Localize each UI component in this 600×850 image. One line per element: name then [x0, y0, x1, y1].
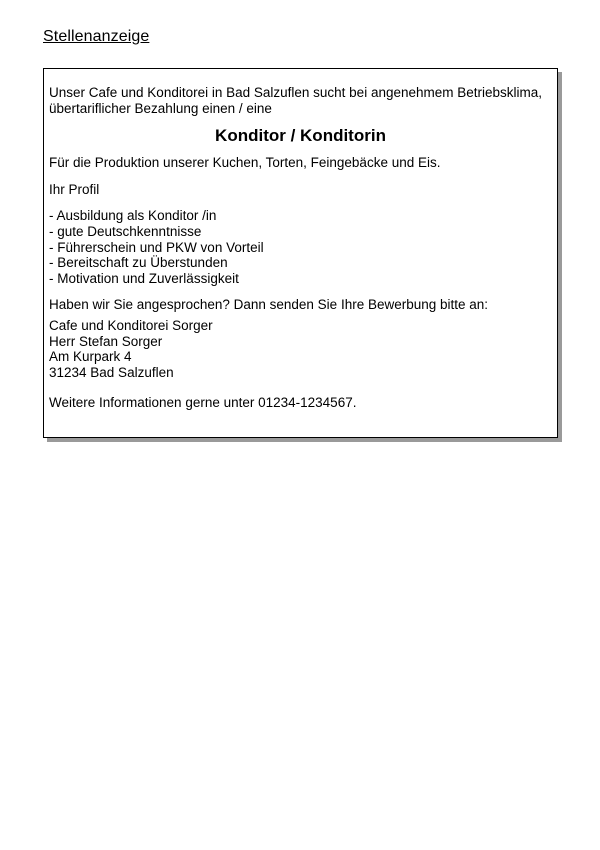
profile-item: - Ausbildung als Konditor /in [49, 208, 217, 224]
more-info-text: Weitere Informationen gerne unter 01234-1234567. [49, 395, 357, 411]
address-company: Cafe und Konditorei Sorger [49, 317, 213, 333]
profile-item: - Motivation und Zuverlässigkeit [49, 270, 239, 286]
job-ad-box [43, 68, 558, 438]
intro-text [49, 85, 552, 116]
profile-item: - Führerschein und PKW von Vorteil [49, 239, 264, 255]
job-title: Konditor / Konditorin [215, 126, 386, 146]
profile-list [49, 208, 552, 286]
profile-item: - Bereitschaft zu Überstunden [49, 255, 228, 271]
profile-heading: Ihr Profil [49, 181, 100, 197]
address-block [49, 318, 552, 380]
address-city: 31234 Bad Salzuflen [49, 364, 174, 380]
profile-item: - gute Deutschkenntnisse [49, 223, 202, 239]
production-text: Für die Produktion unserer Kuchen, Torten, Feingebäcke und Eis. [49, 155, 441, 171]
page-title: Stellenanzeige [43, 28, 150, 45]
intro-line-1: Unser Cafe und Konditorei in Bad Salzuflen sucht bei angenehmem Betriebsklima, [49, 85, 543, 100]
application-prompt: Haben wir Sie angesprochen? Dann senden Sie Ihre Bewerbung bitte an: [49, 297, 489, 313]
address-street: Am Kurpark 4 [49, 349, 132, 365]
intro-line-2: übertariflicher Bezahlung einen / eine [49, 100, 272, 116]
address-contact: Herr Stefan Sorger [49, 333, 163, 349]
